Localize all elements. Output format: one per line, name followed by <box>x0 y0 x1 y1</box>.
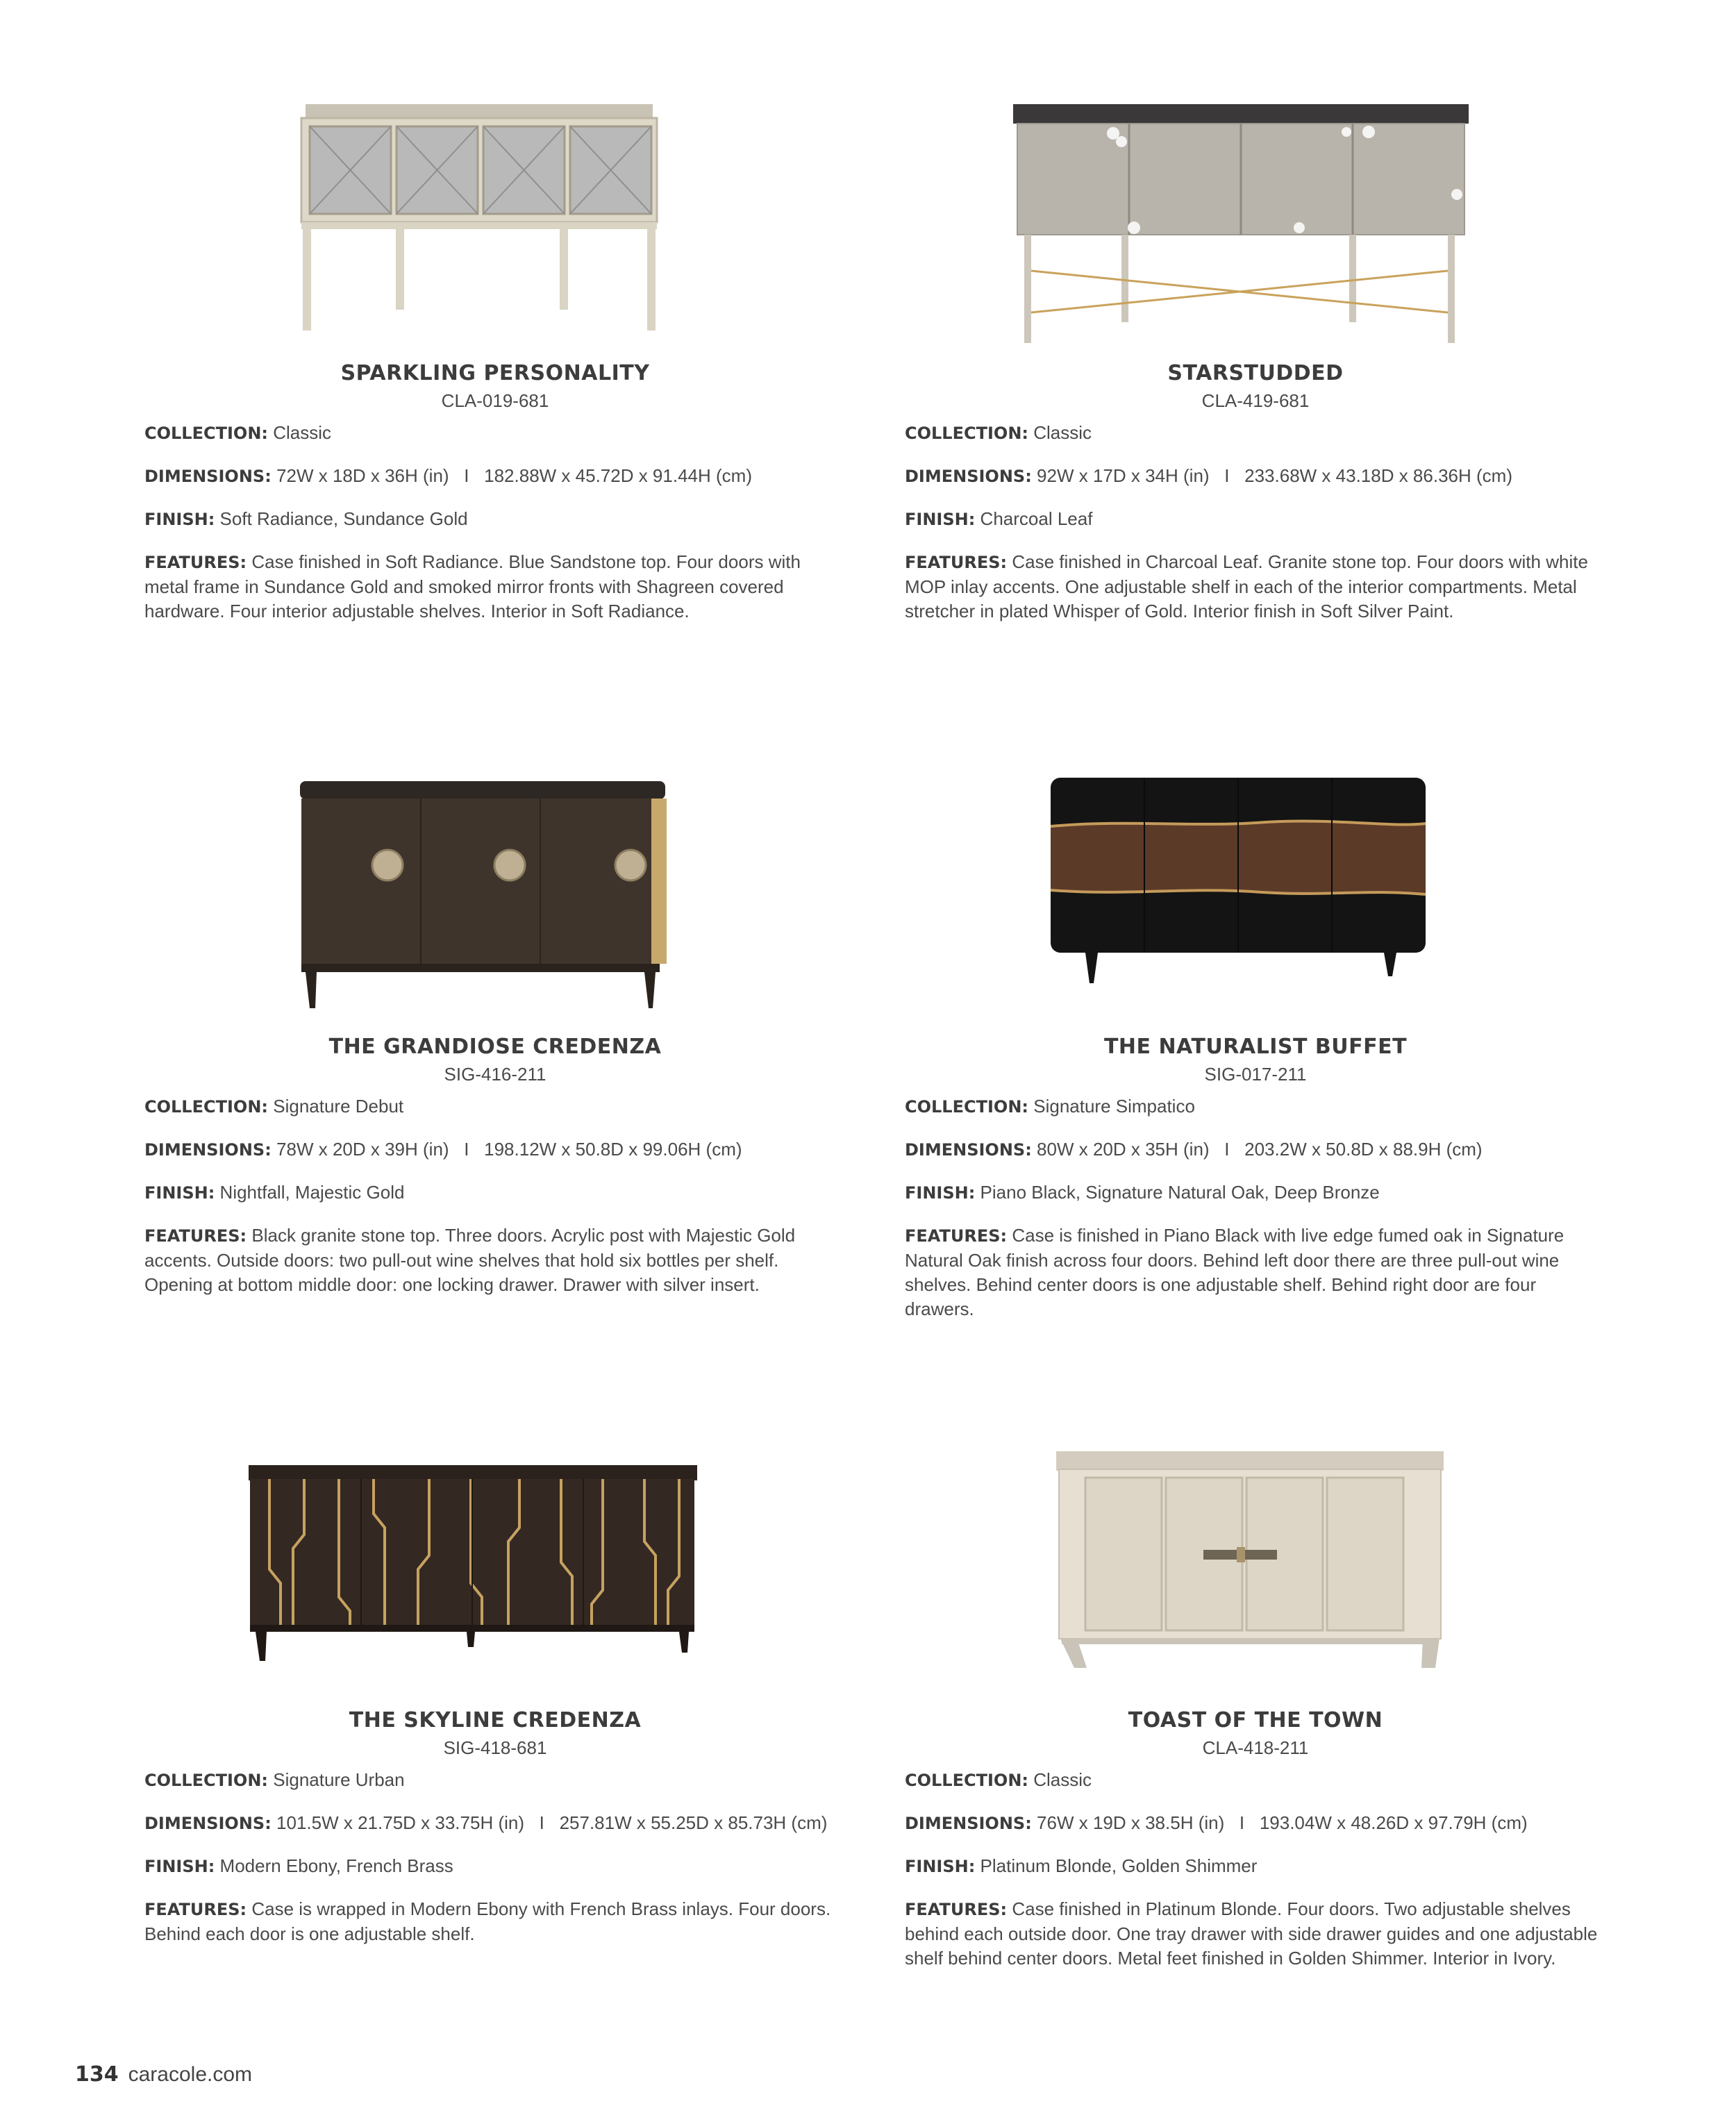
collection-row <box>144 1094 846 1119</box>
finish-row <box>905 507 1606 532</box>
finish-row <box>144 507 846 532</box>
sideboard-illustration <box>144 1451 846 1701</box>
finish-row <box>144 1180 846 1205</box>
product-sku: SIG-017-211 <box>1204 1064 1307 1085</box>
features-row <box>144 1223 846 1297</box>
finish-value: Platinum Blonde, Golden Shimmer <box>980 1855 1258 1876</box>
dimensions-label: DIMENSIONS: <box>144 1814 272 1833</box>
product-image <box>905 778 1606 1028</box>
collection-label: COLLECTION: <box>905 1771 1028 1790</box>
website-link[interactable]: caracole.com <box>128 2063 253 2086</box>
finish-value: Charcoal Leaf <box>980 508 1093 529</box>
collection-value: Signature Debut <box>273 1096 404 1117</box>
product-sku: SIG-416-211 <box>444 1064 546 1085</box>
product-image <box>144 104 846 354</box>
collection-value: Signature Simpatico <box>1033 1096 1195 1117</box>
dimensions-label: DIMENSIONS: <box>905 1814 1032 1833</box>
collection-value: Classic <box>273 422 332 443</box>
sideboard-illustration <box>905 778 1606 1028</box>
features-value: Case finished in Charcoal Leaf. Granite stone top. Four doors with white MOP inlay accents. One adjustable shelf in each of the interior compartments. Metal stretcher in plated Whisper of Gold. Interior finish in Soft Silver Paint. <box>905 551 1588 621</box>
collection-value: Classic <box>1033 1769 1092 1790</box>
collection-label: COLLECTION: <box>144 1097 268 1117</box>
finish-value: Piano Black, Signature Natural Oak, Deep Bronze <box>980 1182 1380 1203</box>
product-name: SPARKLING PERSONALITY <box>340 361 650 385</box>
sideboard-illustration <box>905 1451 1606 1701</box>
collection-label: COLLECTION: <box>144 424 268 443</box>
dimensions-value: 80W x 20D x 35H (in) I 203.2W x 50.8D x 88.9H (cm) <box>1037 1139 1483 1160</box>
finish-value: Nightfall, Majestic Gold <box>219 1182 405 1203</box>
finish-label: FINISH: <box>144 1183 215 1203</box>
finish-label: FINISH: <box>905 1183 976 1203</box>
dimensions-value: 76W x 19D x 38.5H (in) I 193.04W x 48.26D x 97.79H (cm) <box>1037 1812 1528 1833</box>
collection-row <box>905 421 1606 446</box>
product-sku: CLA-418-211 <box>1202 1737 1309 1758</box>
dimensions-value: 72W x 18D x 36H (in) I 182.88W x 45.72D x 91.44H (cm) <box>276 465 752 486</box>
collection-value: Classic <box>1033 422 1092 443</box>
features-label: FEATURES: <box>905 1900 1008 1919</box>
collection-row <box>144 1768 846 1793</box>
finish-value: Soft Radiance, Sundance Gold <box>219 508 468 529</box>
collection-label: COLLECTION: <box>905 424 1028 443</box>
features-label: FEATURES: <box>144 1900 247 1919</box>
finish-label: FINISH: <box>905 1857 976 1876</box>
finish-row <box>905 1180 1606 1205</box>
product-name: THE GRANDIOSE CREDENZA <box>328 1035 662 1059</box>
product-name: TOAST OF THE TOWN <box>1128 1708 1383 1732</box>
product-name: STARSTUDDED <box>1167 361 1344 385</box>
features-value: Case finished in Soft Radiance. Blue Sandstone top. Four doors with metal frame in Sundance Gold and smoked mirror fronts with Shagreen covered hardware. Four interior adjustable shelves. Interior in Soft Radiance. <box>144 551 801 621</box>
dimensions-value: 101.5W x 21.75D x 33.75H (in) I 257.81W x 55.25D x 85.73H (cm) <box>276 1812 828 1833</box>
product-image <box>144 778 846 1028</box>
dimensions-row <box>905 464 1606 489</box>
features-value: Black granite stone top. Three doors. Acrylic post with Majestic Gold accents. Outside doors: two pull-out wine shelves that hold six bottles per shelf. Opening at bottom middle door: one locking drawer. Drawer with silver insert. <box>144 1225 796 1295</box>
features-row <box>905 1897 1606 1971</box>
product-name: THE SKYLINE CREDENZA <box>349 1708 642 1732</box>
features-row <box>144 1897 846 1946</box>
finish-label: FINISH: <box>144 1857 215 1876</box>
sideboard-illustration <box>905 104 1606 354</box>
dimensions-value: 78W x 20D x 39H (in) I 198.12W x 50.8D x 99.06H (cm) <box>276 1139 742 1160</box>
product-image <box>144 1451 846 1701</box>
product-image <box>905 104 1606 354</box>
dimensions-row <box>144 1811 846 1836</box>
features-label: FEATURES: <box>144 1226 247 1246</box>
dimensions-row <box>905 1811 1606 1836</box>
collection-row <box>905 1094 1606 1119</box>
features-row <box>905 550 1606 624</box>
features-value: Case finished in Platinum Blonde. Four doors. Two adjustable shelves behind each outside door. One tray drawer with side drawer guides and one adjustable shelf behind center doors. Metal feet finished in Golden Shimmer. Interior in Ivory. <box>905 1898 1598 1969</box>
page-footer <box>75 2062 252 2087</box>
dimensions-label: DIMENSIONS: <box>905 467 1032 486</box>
collection-row <box>144 421 846 446</box>
features-row <box>905 1223 1606 1321</box>
product-sku: CLA-419-681 <box>1201 390 1310 411</box>
sideboard-illustration <box>144 104 846 354</box>
features-label: FEATURES: <box>905 553 1008 572</box>
dimensions-row <box>905 1137 1606 1162</box>
finish-label: FINISH: <box>905 510 976 529</box>
finish-label: FINISH: <box>144 510 215 529</box>
product-sku: CLA-019-681 <box>441 390 549 411</box>
features-row <box>144 550 846 624</box>
collection-label: COLLECTION: <box>144 1771 268 1790</box>
finish-value: Modern Ebony, French Brass <box>219 1855 453 1876</box>
product-name: THE NATURALIST BUFFET <box>1103 1035 1408 1059</box>
dimensions-label: DIMENSIONS: <box>144 1140 272 1160</box>
sideboard-illustration <box>144 778 846 1028</box>
finish-row <box>905 1854 1606 1879</box>
features-value: Case is wrapped in Modern Ebony with French Brass inlays. Four doors. Behind each door is one adjustable shelf. <box>144 1898 831 1944</box>
collection-label: COLLECTION: <box>905 1097 1028 1117</box>
dimensions-row <box>144 464 846 489</box>
dimensions-label: DIMENSIONS: <box>905 1140 1032 1160</box>
dimensions-row <box>144 1137 846 1162</box>
dimensions-value: 92W x 17D x 34H (in) I 233.68W x 43.18D x 86.36H (cm) <box>1037 465 1512 486</box>
collection-value: Signature Urban <box>273 1769 405 1790</box>
product-sku: SIG-418-681 <box>443 1737 547 1758</box>
features-label: FEATURES: <box>905 1226 1008 1246</box>
collection-row <box>905 1768 1606 1793</box>
page-number: 134 <box>75 2062 119 2087</box>
features-label: FEATURES: <box>144 553 247 572</box>
dimensions-label: DIMENSIONS: <box>144 467 272 486</box>
finish-row <box>144 1854 846 1879</box>
features-value: Case is finished in Piano Black with live edge fumed oak in Signature Natural Oak finish across four doors. Behind left door there are three pull-out wine shelves. Behind center doors is one adjustable shelf. Behind right door are four drawers. <box>905 1225 1564 1319</box>
product-image <box>905 1451 1606 1701</box>
